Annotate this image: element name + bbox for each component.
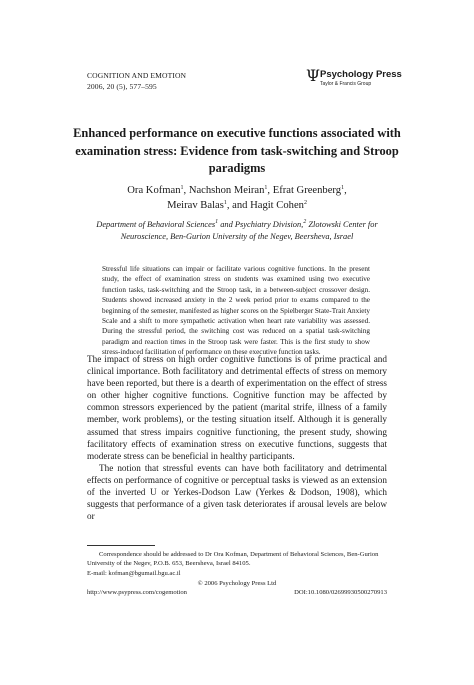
affiliation-marker: 1	[215, 219, 219, 225]
author-affiliation-marker: 1	[264, 185, 268, 191]
author-affiliation-marker: 2	[303, 200, 307, 206]
author-affiliation-marker: 1	[341, 185, 345, 191]
affiliation-text: Department of Behavioral Sciences	[96, 220, 216, 229]
body-paragraph: The notion that stressful events can have both facilitatory and detrimental effects on performance of cognitive or perceptual tasks is viewed as an extension of the inverted U or Yerkes-Dodson Law (Yerkes & Dodson, 1908), which suggests that performance of a given task deteriorates if arousal levels are below or	[87, 462, 387, 522]
doi: DOI:10.1080/02699930500270913	[294, 589, 387, 596]
journal-url: http://www.psypress.com/cogemotion	[87, 589, 187, 596]
affiliation-marker: 2	[303, 219, 307, 225]
author-name: Efrat Greenberg	[272, 185, 342, 196]
author-affiliations	[80, 219, 394, 242]
affiliation-text: Zlotowski Center for Neuroscience, Ben-Gurion University of the Negev, Beersheva, Israel	[120, 220, 378, 241]
publisher-tagline: Taylor & Francis Group	[320, 81, 372, 87]
publisher-name: Psychology Press	[320, 69, 402, 80]
psychology-press-psi-icon: Ψ	[306, 66, 321, 85]
article-body	[87, 353, 387, 522]
author-name: Nachshon Meiran	[188, 185, 265, 196]
affiliation-text: and Psychiatry Division,	[218, 220, 304, 229]
author-name: Ora Kofman	[127, 185, 181, 196]
journal-citation: 2006, 20 (5), 577–595	[87, 82, 157, 91]
footnote-divider	[87, 545, 155, 546]
author-affiliation-marker: 1	[180, 185, 184, 191]
article-title: Enhanced performance on executive functions associated with examination stress: Evidence from task-switching and Stroop paradigms	[73, 126, 401, 175]
journal-info	[87, 70, 186, 92]
correspondence-footnote	[87, 550, 387, 578]
journal-name: COGNITION AND EMOTION	[87, 71, 187, 80]
correspondence-email: E-mail: kofman@bgumail.bgu.ac.il	[87, 569, 181, 577]
author-list: Ora Kofman$^1$, Nachshon Meiran$^1$, Efrat Greenberg$^1$, Meirav Balas$^1$, and Hagit Cohen$^2$	[127, 185, 347, 211]
correspondence-text: Correspondence should be addressed to Dr Ora Kofman, Department of Behavioral Sciences, Ben-Gurion University of the Negev, P.O.B. 653, Beersheva, Israel 84105.	[87, 551, 379, 568]
body-paragraph: The impact of stress on high order cognitive functions is of prime practical and clinical importance. Both facilitatory and detrimental effects of stress on memory have been reported, but there is a dearth of experimentation on the effect of stress on other higher cognitive functions. Cognitive function may be affected by common stressors experienced by the patient (marital strife, illness of a family member, work problems), or the testing situation itself. Although it is generally assumed that stress impairs cognitive functioning, the present study, showing facilitatory effects of examination stress on executive functions, suggests that moderate stress can be beneficial in healthy participants.	[87, 354, 387, 461]
copyright-notice: © 2006 Psychology Press Ltd	[197, 580, 277, 587]
author-name: Meirav Balas	[167, 200, 224, 211]
author-affiliation-marker: 1	[223, 200, 227, 206]
author-name: Hagit Cohen	[250, 200, 304, 211]
abstract: Stressful life situations can impair or facilitate various cognitive functions. In the present study, the effect of examination stress on students was examined using two executive function tasks, task-switching and the Stroop task, in a between-subject crossover design. Students showed increased anxiety in the 2 week period prior to exams compared to the beginning of the semester, manifested as higher scores on the Spielberger State-Trait Anxiety Scale and a shift to more sympathetic activation when heart rate variability was assessed. During the stressful period, the switching cost was reduced on a spatial task-switching paradigm and reaction times in the Stroop task were faster. This is the first study to show stress-induced facilitation of performance on these executive function tasks.	[102, 265, 370, 357]
